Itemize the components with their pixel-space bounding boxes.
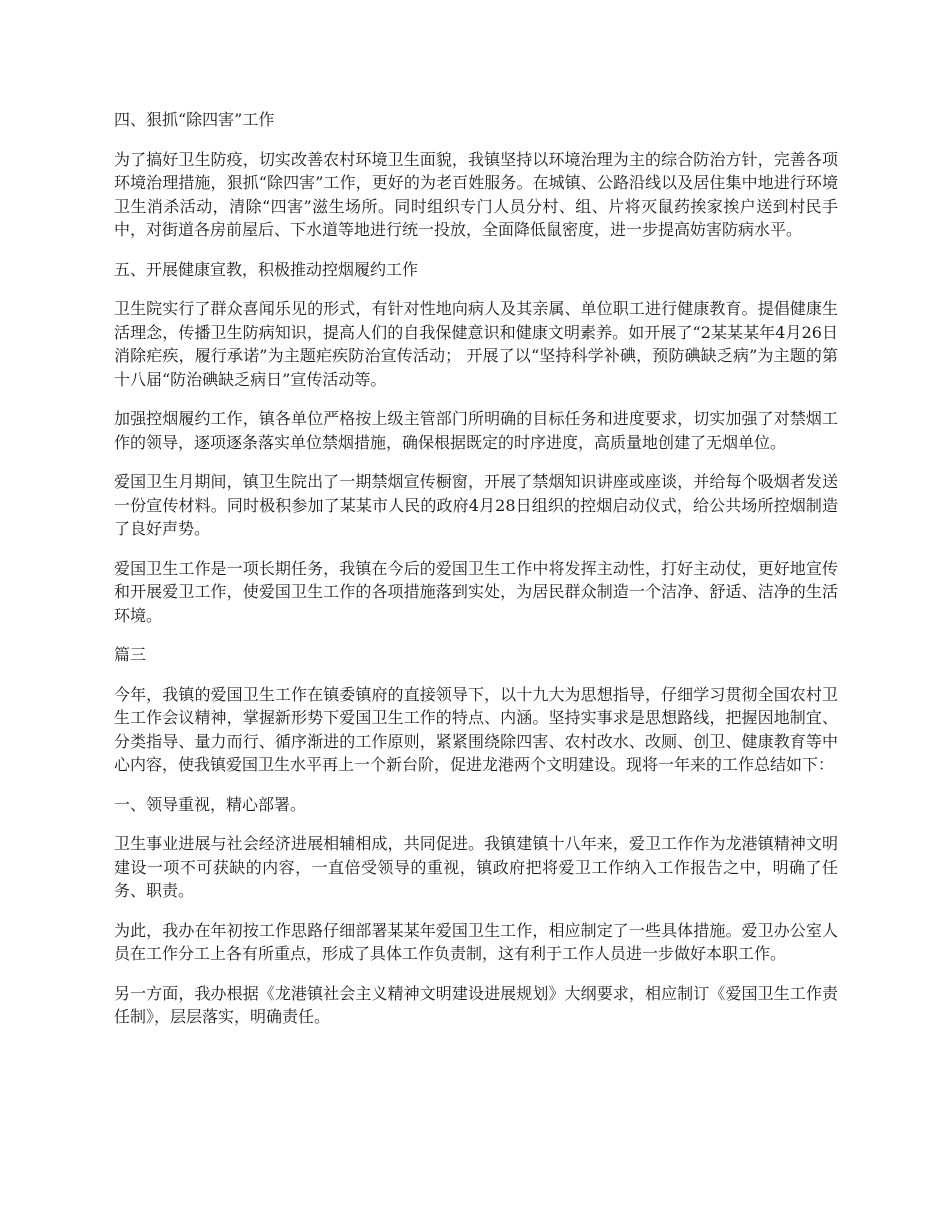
part-heading: 篇三 xyxy=(114,645,147,664)
paragraph: 爱国卫生月期间，镇卫生院出了一期禁烟宣传橱窗，开展了禁烟知识讲座或座谈，并给每个吸烟者发送一份宣传材料。同时极积参加了某某市人民的政府4月28日组织的控烟启动仪式，给公共场所控烟制造了良好声势。 xyxy=(114,472,838,538)
paragraph: 另一方面，我办根据《龙港镇社会主义精神文明建设进展规划》大纲要求，相应制订《爱国卫生工作责任制》，层层落实，明确责任。 xyxy=(114,983,838,1026)
section-heading-5: 五、开展健康宣教，积极推动控烟履约工作 xyxy=(114,259,419,279)
paragraph: 为此，我办在年初按工作思路仔细部署某某年爱国卫生工作，相应制定了一些具体措施。爱卫办公室人员在工作分工上各有所重点，形成了具体工作负责制，这有利于工作人员进一步做好本职工作。 xyxy=(114,920,838,963)
paragraph: 卫生事业进展与社会经济进展相辅相成，共同促进。我镇建镇十八年来，爱卫工作作为龙港镇精神文明建设一项不可获缺的内容，一直倍受领导的重视，镇政府把将爱卫工作纳入工作报告之中，明确了任务、职责。 xyxy=(114,834,838,900)
paragraph: 为了搞好卫生防疫，切实改善农村环境卫生面貌，我镇坚持以环境治理为主的综合防治方针，完善各项环境治理措施，狠抓“除四害”工作，更好的为老百姓服务。在城镇、公路沿线以及居住集中地进行环境卫生消杀活动，清除“四害”滋生场所。同时组织专门人员分村、组、片将灭鼠药挨家挨户送到村民手中，对街道各房前屋后、下水道等地进行统一投放，全面降低鼠密度，进一步提高妨害防病水平。 xyxy=(114,149,838,239)
section-heading-1: 一、领导重视，精心部署。 xyxy=(114,794,307,814)
paragraph: 爱国卫生工作是一项长期任务，我镇在今后的爱国卫生工作中将发挥主动性，打好主动仗，更好地宣传和开展爱卫工作，使爱国卫生工作的各项措施落到实处，为居民群众制造一个洁净、舒适、洁净的生活环境。 xyxy=(114,558,838,625)
paragraph: 今年，我镇的爱国卫生工作在镇委镇府的直接领导下，以十九大为思想指导，仔细学习贯彻全国农村卫生工作会议精神，掌握新形势下爱国卫生工作的特点、内涵。坚持实事求是思想路线，把握因地制宜、分类指导、量力而行、循序渐进的工作原则，紧紧围绕除四害、农村改水、改厕、创卫、健康教育等中心内容，使我镇爱国卫生水平再上一个新台阶，促进龙港两个文明建设。现将一年来的工作总结如下： xyxy=(114,684,838,774)
paragraph: 卫生院实行了群众喜闻乐见的形式，有针对性地向病人及其亲属、单位职工进行健康教育。提倡健康生活理念，传播卫生防病知识，提高人们的自我保健意识和健康文明素养。如开展了“2某某某年4月26日消除疟疾，履行承诺”为主题疟疾防治宣传活动； 开展了以“坚持科学补碘，预防碘缺乏病”为主题的第十八届“防治碘缺乏病日”宣传活动等。 xyxy=(114,299,838,389)
document-body xyxy=(114,108,838,1045)
paragraph: 加强控烟履约工作，镇各单位严格按上级主管部门所明确的目标任务和进度要求，切实加强了对禁烟工作的领导，逐项逐条落实单位禁烟措施，确保根据既定的时序进度，高质量地创建了无烟单位。 xyxy=(114,409,838,452)
section-heading-4: 四、狠抓“除四害”工作 xyxy=(114,110,275,129)
